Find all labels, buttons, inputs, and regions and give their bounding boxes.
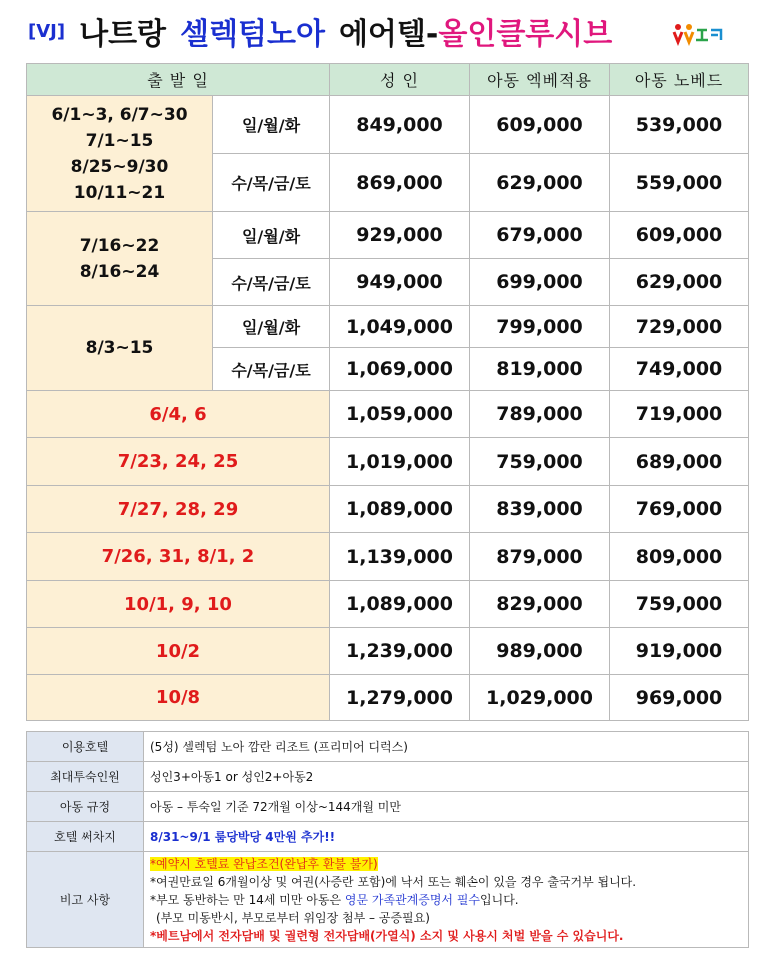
adult-price: 1,019,000 [330, 438, 470, 486]
child-nobed-price: 969,000 [610, 675, 749, 721]
header-departure: 출 발 일 [27, 64, 330, 96]
child-bed-price: 799,000 [470, 306, 610, 348]
child-nobed-price: 539,000 [610, 96, 749, 154]
adult-price: 1,089,000 [330, 486, 470, 533]
info-row-occupancy [27, 762, 749, 792]
special-date: 10/2 [27, 628, 330, 675]
child-bed-price: 829,000 [470, 581, 610, 628]
child-bed-price: 1,029,000 [470, 675, 610, 721]
child-bed-price: 679,000 [470, 212, 610, 259]
page-title [28, 6, 748, 56]
special-date: 7/23, 24, 25 [27, 438, 330, 486]
child-bed-price: 839,000 [470, 486, 610, 533]
title-product: 에어텔- [338, 17, 439, 52]
remark-e-cigarette: *베트남에서 전자담배 및 궐련형 전자담배(가열식) 소지 및 사용시 처벌 받을 수 있습니다. [150, 928, 624, 943]
adult-price: 1,239,000 [330, 628, 470, 675]
special-date: 7/26, 31, 8/1, 2 [27, 533, 330, 581]
child-nobed-price: 729,000 [610, 306, 749, 348]
info-row-child [27, 792, 749, 822]
date-line: 7/1~15 [85, 130, 154, 151]
departure-dates [27, 306, 213, 391]
price-table [26, 63, 749, 721]
special-date: 10/1, 9, 10 [27, 581, 330, 628]
table-row [27, 438, 749, 486]
departure-dates [27, 212, 213, 306]
special-date: 7/27, 28, 29 [27, 486, 330, 533]
child-bed-price: 759,000 [470, 438, 610, 486]
remark-passport: *여권만료일 6개월이상 및 여권(사증란 포함)에 낙서 또는 훼손이 있을 경우 출국거부 됩니다. [150, 874, 637, 889]
table-row [27, 212, 749, 259]
child-bed-price: 609,000 [470, 96, 610, 154]
child-nobed-price: 919,000 [610, 628, 749, 675]
header-child-nobed: 아동 노베드 [610, 64, 749, 96]
info-row-hotel [27, 732, 749, 762]
child-bed-price: 819,000 [470, 348, 610, 391]
table-row [27, 581, 749, 628]
table-row [27, 533, 749, 581]
date-line: 7/16~22 [79, 235, 160, 256]
weekday-cell: 일/월/화 [213, 212, 330, 259]
date-line: 8/25~9/30 [70, 156, 169, 177]
header-child-bed: 아동 엑베적용 [470, 64, 610, 96]
child-nobed-price: 749,000 [610, 348, 749, 391]
weekday-cell: 수/목/금/토 [213, 348, 330, 391]
table-row [27, 391, 749, 438]
adult-price: 929,000 [330, 212, 470, 259]
info-row-remarks [27, 852, 749, 948]
remark-text: 입니다. [480, 892, 519, 907]
departure-dates [27, 96, 213, 212]
adult-price: 1,069,000 [330, 348, 470, 391]
child-bed-price: 789,000 [470, 391, 610, 438]
date-line: 8/16~24 [79, 261, 160, 282]
brand-logo [672, 20, 724, 46]
remark-proxy: (부모 미동반시, 부모로부터 위임장 첨부 – 공증필요) [156, 910, 430, 925]
child-rule-label: 아동 규정 [27, 792, 144, 822]
weekday-cell: 수/목/금/토 [213, 154, 330, 212]
table-row [27, 628, 749, 675]
hotel-value: (5성) 셀렉텀 노아 깜란 리조트 (프리미어 디럭스) [144, 732, 749, 762]
child-bed-price: 989,000 [470, 628, 610, 675]
surcharge-value: 8/31~9/1 룸당박당 4만원 추가!! [144, 822, 749, 852]
title-tag: [VJ] [28, 20, 66, 42]
table-row [27, 675, 749, 721]
title-hotel: 셀렉텀노아 [180, 17, 325, 52]
child-nobed-price: 759,000 [610, 581, 749, 628]
child-bed-price: 699,000 [470, 259, 610, 306]
child-nobed-price: 719,000 [610, 391, 749, 438]
weekday-cell: 수/목/금/토 [213, 259, 330, 306]
info-table [26, 731, 749, 948]
adult-price: 1,139,000 [330, 533, 470, 581]
special-date: 6/4, 6 [27, 391, 330, 438]
date-line: 8/3~15 [85, 338, 154, 358]
surcharge-label: 호텔 써차지 [27, 822, 144, 852]
adult-price: 1,049,000 [330, 306, 470, 348]
adult-price: 1,059,000 [330, 391, 470, 438]
occupancy-value: 성인3+아동1 or 성인2+아동2 [144, 762, 749, 792]
adult-price: 849,000 [330, 96, 470, 154]
remarks-value [144, 852, 749, 948]
child-nobed-price: 629,000 [610, 259, 749, 306]
price-table-header [27, 64, 749, 96]
special-date: 10/8 [27, 675, 330, 721]
remark-payment: *예약시 호텔료 완납조건(완납후 환불 불가) [150, 856, 378, 871]
table-row [27, 96, 749, 154]
info-row-surcharge [27, 822, 749, 852]
remark-family-cert [150, 891, 742, 909]
child-nobed-price: 809,000 [610, 533, 749, 581]
date-line: 6/1~3, 6/7~30 [51, 104, 188, 125]
occupancy-label: 최대투숙인원 [27, 762, 144, 792]
remark-text: *부모 동반하는 만 14세 미만 아동은 [150, 892, 345, 907]
child-nobed-price: 769,000 [610, 486, 749, 533]
header-adult: 성 인 [330, 64, 470, 96]
child-nobed-price: 609,000 [610, 212, 749, 259]
weekday-cell: 일/월/화 [213, 96, 330, 154]
remarks-label: 비고 사항 [27, 852, 144, 948]
child-nobed-price: 689,000 [610, 438, 749, 486]
remark-highlight: 영문 가족관계증명서 필수 [344, 892, 481, 907]
child-bed-price: 629,000 [470, 154, 610, 212]
adult-price: 869,000 [330, 154, 470, 212]
adult-price: 1,279,000 [330, 675, 470, 721]
weekday-cell: 일/월/화 [213, 306, 330, 348]
table-row [27, 306, 749, 348]
child-bed-price: 879,000 [470, 533, 610, 581]
title-destination: 나트랑 [79, 17, 167, 52]
child-rule-value: 아동 – 투숙일 기준 72개월 이상~144개월 미만 [144, 792, 749, 822]
date-line: 10/11~21 [73, 182, 166, 203]
adult-price: 949,000 [330, 259, 470, 306]
table-row [27, 486, 749, 533]
title-all-inclusive: 올인클루시브 [438, 17, 613, 52]
child-nobed-price: 559,000 [610, 154, 749, 212]
hotel-label: 이용호텔 [27, 732, 144, 762]
adult-price: 1,089,000 [330, 581, 470, 628]
